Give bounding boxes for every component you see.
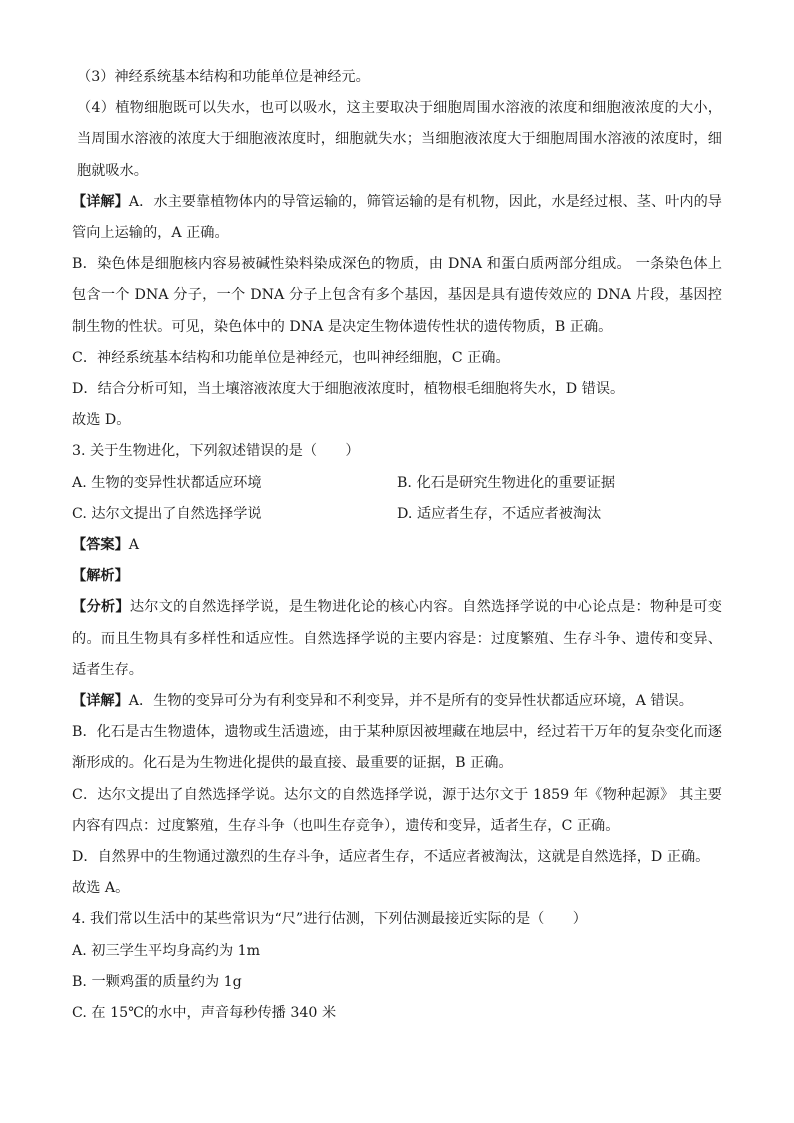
question-3-option-a: A. 生物的变异性状都适应环境 (72, 474, 262, 491)
q3-detail-a-text: A．生物的变异可分为有利变异和不利变异，并不是所有的变异性状都适应环境，A 错误。 (128, 693, 693, 710)
q3-detail-c: C．达尔文提出了自然选择学说。达尔文的自然选择学说，源于达尔文于 1859 年《物种起源》 其主要内容有四点：过度繁殖，生存斗争（也叫生存竞争），遗传和变异，适者生存，C 正确。 (72, 786, 722, 834)
q3-detail-b: B．化石是古生物遗体，遗物或生活遗迹，由于某种原因被埋藏在地层中，经过若干万年的复杂变化而逐渐形成的。化石是为生物进化提供的最直接、最重要的证据，B 正确。 (72, 724, 722, 772)
question-4-option-a: A. 初三学生平均身高约为 1m (72, 942, 261, 959)
conclusion: 故选 D。 (72, 412, 131, 429)
question-3-option-d: D. 适应者生存，不适应者被淘汰 (397, 505, 602, 522)
question-3-options-row-1 (72, 468, 722, 499)
answer-value: A (128, 537, 140, 554)
answer-label: 【答案】 (72, 537, 129, 554)
analysis-point-4: （4）植物细胞既可以失水，也可以吸水，这主要取决于细胞周围水溶液的浓度和细胞液浓度的大小，当周围水溶液的浓度大于细胞液浓度时，细胞就失水；当细胞液浓度大于细胞周围水溶液的浓度时，细胞就吸水。 (77, 100, 722, 179)
analysis-heading (72, 561, 722, 592)
q3-conclusion: 故选 A。 (72, 880, 130, 897)
detail-b: B．染色体是细胞核内容易被碱性染料染成深色的物质，由 DNA 和蛋白质两部分组成。 一条染色体上包含一个 DNA 分子，一个 DNA 分子上包含有多个基因，基因是具有遗传效应的 DNA 片段，基因控制生物的性状。可见，染色体中的 DNA 是决定生物体遗传性状的遗传物质，B 正确。 (72, 256, 722, 335)
analysis-point-3: （3）神经系统基本结构和功能单位是神经元。 (77, 69, 370, 85)
question-3-options-row-2 (72, 499, 722, 530)
document-page (72, 62, 722, 1029)
question-3-option-c: C. 达尔文提出了自然选择学说 (72, 505, 262, 522)
detail-a (72, 187, 722, 249)
question-3-stem: 3. 关于生物进化，下列叙述错误的是（ ） (72, 443, 360, 460)
question-3-option-b: B. 化石是研究生物进化的重要证据 (397, 474, 616, 491)
detail-a-text: A．水主要靠植物体内的导管运输的，筛管运输的是有机物，因此，水是经过根、茎、叶内的导管向上运输的，A 正确。 (72, 193, 722, 242)
detail-c: C．神经系统基本结构和功能单位是神经元，也叫神经细胞，C 正确。 (72, 349, 510, 366)
analysis-label: 【解析】 (72, 568, 129, 585)
question-4-stem: 4. 我们常以生活中的某些常识为“尺”进行估测，下列估测最接近实际的是（ ） (72, 911, 587, 928)
q3-detail-label: 【详解】 (72, 693, 129, 710)
fenxi-text: 达尔文的自然选择学说，是生物进化论的核心内容。自然选择学说的中心论点是：物种是可变的。而且生物具有多样性和适应性。自然选择学说的主要内容是：过度繁殖、生存斗争、遗传和变异、适者生存。 (72, 599, 722, 678)
q3-detail-d: D．自然界中的生物通过激烈的生存斗争，适应者生存，不适应者被淘汰，这就是自然选择，D 正确。 (72, 849, 710, 866)
fenxi (72, 592, 722, 686)
detail-label: 【详解】 (72, 193, 129, 210)
answer (72, 530, 722, 561)
fenxi-label: 【分析】 (72, 599, 130, 616)
detail-d: D．结合分析可知，当土壤溶液浓度大于细胞液浓度时，植物根毛细胞将失水，D 错误。 (72, 381, 625, 398)
question-4-option-c: C. 在 15℃的水中，声音每秒传播 340 米 (72, 1005, 337, 1022)
q3-detail-a (72, 686, 722, 717)
question-4-option-b: B. 一颗鸡蛋的质量约为 1g (72, 973, 242, 990)
